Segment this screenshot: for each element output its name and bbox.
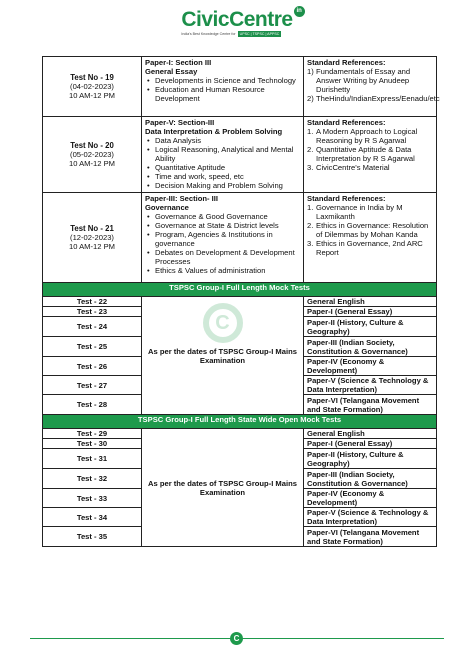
test-time: 10 AM-12 PM bbox=[68, 242, 115, 251]
mock-paper-name: Paper-IV (Economy & Development) bbox=[304, 489, 437, 508]
reference-text: TheHindu/IndianExpress/Eenadu/etc bbox=[316, 94, 440, 103]
mock-paper-name: Paper-V (Science & Technology & Data Interpretation) bbox=[304, 508, 437, 527]
paper-heading: Paper-III: Section- III bbox=[145, 194, 218, 203]
topic-list bbox=[145, 136, 300, 190]
mock-test-number: Test - 24 bbox=[43, 317, 142, 337]
reference-text: A Modern Approach to Logical Reasoning by R S Agarwal bbox=[316, 127, 418, 145]
topic-list bbox=[145, 212, 300, 275]
civiccentre-logo bbox=[181, 8, 302, 37]
logo-wordmark bbox=[181, 8, 292, 32]
mock-test-number: Test - 35 bbox=[43, 527, 142, 547]
reference-item bbox=[307, 239, 433, 257]
reference-list bbox=[307, 67, 440, 103]
topic-item: • Time and work, speed, etc bbox=[145, 172, 300, 181]
reference-text: Fundamentals of Essay and Answer Writing by Anudeep Durishetty bbox=[316, 67, 411, 94]
mock-dates-note: As per the dates of TSPSC Group-I Mains Examination bbox=[148, 346, 297, 365]
mock-paper-name: Paper-IV (Economy & Development) bbox=[304, 357, 437, 376]
mock-tests-body bbox=[43, 283, 437, 547]
reference-number: 3. bbox=[307, 239, 314, 248]
mock-test-number: Test - 32 bbox=[43, 469, 142, 489]
mock-paper-name: Paper-III (Indian Society, Constitution & Governance) bbox=[304, 469, 437, 489]
reference-text: Ethics in Governance, 2nd ARC Report bbox=[316, 239, 423, 257]
test-info-cell bbox=[43, 193, 142, 283]
reference-text: CivicCentre's Material bbox=[316, 163, 390, 172]
topic-item: • Data Analysis bbox=[145, 136, 300, 145]
mock-paper-name: General English bbox=[304, 297, 437, 307]
reference-text: Ethics in Governance: Resolution of Dilemmas by Mohan Kanda bbox=[316, 221, 429, 239]
mock-paper-name: Paper-I (General Essay) bbox=[304, 307, 437, 317]
syllabus-cell bbox=[142, 57, 304, 117]
mock-section-header bbox=[43, 283, 437, 297]
test-number: Test No - 20 bbox=[70, 141, 114, 150]
mock-test-row bbox=[43, 429, 437, 439]
topic-item: • Governance at State & District levels bbox=[145, 221, 300, 230]
reference-item bbox=[307, 67, 433, 94]
test-row bbox=[43, 57, 437, 117]
topic-item: • Decision Making and Problem Solving bbox=[145, 181, 300, 190]
mock-test-row bbox=[43, 297, 437, 307]
mock-test-number: Test - 29 bbox=[43, 429, 142, 439]
logo-exam-tab: UPSC | TSPSC | APPSC bbox=[239, 32, 280, 36]
topic-item: • Program, Agencies & Institutions in governance bbox=[145, 230, 300, 248]
mock-test-number: Test - 25 bbox=[43, 337, 142, 357]
mock-dates-note-cell bbox=[142, 297, 304, 415]
reference-list bbox=[307, 127, 433, 172]
mock-test-number: Test - 31 bbox=[43, 449, 142, 469]
sectional-tests-body bbox=[43, 57, 440, 283]
topic-item: • Education and Human Resource Development bbox=[145, 85, 300, 103]
mock-test-number: Test - 33 bbox=[43, 489, 142, 508]
test-time: 10 AM-12 PM bbox=[68, 91, 115, 100]
mock-section-title: TSPSC Group-I Full Length Mock Tests bbox=[43, 283, 437, 297]
reference-item bbox=[307, 203, 433, 221]
mock-paper-name: Paper-III (Indian Society, Constitution & Governance) bbox=[304, 337, 437, 357]
reference-item bbox=[307, 221, 433, 239]
mock-section-title: TSPSC Group-I Full Length State Wide Open Mock Tests bbox=[43, 415, 437, 429]
mock-test-number: Test - 26 bbox=[43, 357, 142, 376]
test-row bbox=[43, 193, 437, 283]
syllabus-cell bbox=[142, 117, 304, 193]
references-heading: Standard References: bbox=[307, 118, 386, 127]
reference-number: 2) bbox=[307, 94, 314, 103]
mock-dates-note-cell bbox=[142, 429, 304, 547]
mock-section-header bbox=[43, 415, 437, 429]
syllabus-cell bbox=[142, 193, 304, 283]
mock-test-number: Test - 30 bbox=[43, 439, 142, 449]
references-cell bbox=[304, 57, 440, 117]
mock-paper-name: General English bbox=[304, 429, 437, 439]
topic-item: • Debates on Development & Development Processes bbox=[145, 248, 300, 266]
mock-test-number: Test - 23 bbox=[43, 307, 142, 317]
footer-logo-icon: C bbox=[230, 632, 243, 645]
mock-test-number: Test - 22 bbox=[43, 297, 142, 307]
logo-tagline: India's Best Knowledge Centre for bbox=[181, 32, 236, 36]
mock-paper-name: Paper-VI (Telangana Movement and State Formation) bbox=[304, 395, 437, 415]
paper-heading: Data Interpretation & Problem Solving bbox=[145, 127, 283, 136]
test-number: Test No - 19 bbox=[70, 73, 114, 82]
reference-item bbox=[307, 94, 440, 103]
reference-number: 2. bbox=[307, 145, 314, 154]
header bbox=[0, 8, 474, 48]
test-date: (12-02-2023) bbox=[70, 233, 114, 242]
references-heading: Standard References: bbox=[307, 58, 386, 67]
reference-number: 1) bbox=[307, 67, 314, 76]
paper-heading: Governance bbox=[145, 203, 189, 212]
reference-number: 2. bbox=[307, 221, 314, 230]
reference-item bbox=[307, 145, 433, 163]
reference-item bbox=[307, 163, 433, 172]
references-cell bbox=[304, 117, 437, 193]
logo-badge: in bbox=[294, 6, 305, 17]
reference-number: 1. bbox=[307, 203, 314, 212]
references-heading: Standard References: bbox=[307, 194, 386, 203]
mock-paper-name: Paper-VI (Telangana Movement and State Formation) bbox=[304, 527, 437, 547]
test-date: (05-02-2023) bbox=[70, 150, 114, 159]
paper-heading: Paper-V: Section-III bbox=[145, 118, 215, 127]
reference-number: 1. bbox=[307, 127, 314, 136]
mock-dates-note: As per the dates of TSPSC Group-I Mains Examination bbox=[148, 478, 297, 497]
references-cell bbox=[304, 193, 437, 283]
test-info-cell bbox=[43, 57, 142, 117]
mock-test-number: Test - 28 bbox=[43, 395, 142, 415]
logo-centre: Centre bbox=[229, 8, 293, 31]
mock-paper-name: Paper-II (History, Culture & Geography) bbox=[304, 449, 437, 469]
topic-item: • Developments in Science and Technology bbox=[145, 76, 300, 85]
test-info-cell bbox=[43, 117, 142, 193]
test-number: Test No - 21 bbox=[70, 224, 114, 233]
topic-item: • Logical Reasoning, Analytical and Mental Ability bbox=[145, 145, 300, 163]
watermark-logo-icon: C bbox=[203, 303, 243, 343]
mock-test-number: Test - 27 bbox=[43, 376, 142, 395]
test-time: 10 AM-12 PM bbox=[68, 159, 115, 168]
paper-heading: General Essay bbox=[145, 67, 198, 76]
topic-item: • Governance & Good Governance bbox=[145, 212, 300, 221]
test-schedule-table bbox=[42, 56, 440, 547]
logo-civic: Civic bbox=[181, 8, 230, 31]
mock-paper-name: Paper-II (History, Culture & Geography) bbox=[304, 317, 437, 337]
test-date: (04-02-2023) bbox=[70, 82, 114, 91]
mock-paper-name: Paper-I (General Essay) bbox=[304, 439, 437, 449]
mock-paper-name: Paper-V (Science & Technology & Data Interpretation) bbox=[304, 376, 437, 395]
logo-subline bbox=[181, 31, 292, 37]
test-row bbox=[43, 117, 437, 193]
topic-item: • Quantitative Aptitude bbox=[145, 163, 300, 172]
topic-item: • Ethics & Values of administration bbox=[145, 266, 300, 275]
reference-text: Quantitative Aptitude & Data Interpretation by R S Agarwal bbox=[316, 145, 415, 163]
mock-test-number: Test - 34 bbox=[43, 508, 142, 527]
topic-list bbox=[145, 76, 300, 103]
paper-heading: Paper-I: Section III bbox=[145, 58, 212, 67]
reference-list bbox=[307, 203, 433, 257]
reference-text: Governance in India by M Laxmikanth bbox=[316, 203, 403, 221]
reference-item bbox=[307, 127, 433, 145]
reference-number: 3. bbox=[307, 163, 314, 172]
